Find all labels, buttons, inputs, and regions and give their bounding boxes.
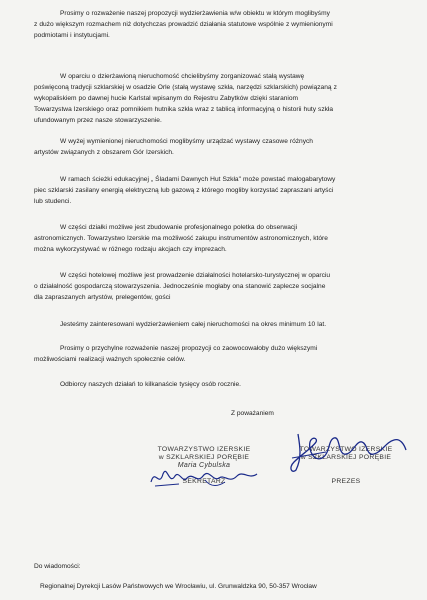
text-line: Jesteśmy zainteresowani wydzierżawieniem całej nieruchomości na okres minimum 10 lat. (60, 321, 327, 328)
closing-salutation: Z poważaniem (231, 410, 274, 417)
cc-recipient: Regionalnej Dyrekcji Lasów Państwowych we Wrocławiu, ul. Grunwaldzka 90, 50-357 Wrocław (40, 583, 317, 590)
paragraph-astronomy (34, 222, 390, 255)
paragraph-request (34, 343, 390, 365)
text-line: Odbiorcy naszych działań to kilkanaście tysięcy osób rocznie. (60, 381, 241, 388)
text-line: W ramach ścieżki edukacyjnej „ Śladami Dawnych Hut Szkła" może powstać małogabarytowy (60, 176, 336, 183)
text-line: W oparciu o dzierżawioną nieruchomość chcielibyśmy zorganizować stałą wystawę (60, 73, 305, 80)
text-line: W części hotelowej możliwe jest prowadzenie działalności hotelarsko-turystycznej w oparciu (60, 272, 331, 279)
text-line: podmiotami i instytucjami. (34, 32, 110, 39)
stamp-location-line: w SZKLARSKIEJ PORĘBIE (300, 453, 392, 461)
paragraph-lease-term (34, 319, 390, 330)
president-signature (282, 428, 412, 476)
paragraph-exhibition (34, 71, 390, 126)
text-line: ufundowanym przez nasze stowarzyszenie. (34, 117, 162, 124)
cc-label: Do wiadomości: (34, 563, 81, 570)
paragraph-glass-furnace (34, 174, 390, 207)
text-line: poświęconą tradycji szklarskiej w osadzie Orle (stałą wystawę szkła, narzędzi szklarskich) powiązaną z (34, 84, 337, 91)
text-line: o działalność gospodarczą stowarzyszenia. Jednocześnie mogłaby ona stanowić zaplecze socjalne (34, 283, 326, 290)
stamp-org-line: TOWARZYSTWO IZERSKIE (299, 446, 393, 453)
paragraph-hotel (34, 270, 390, 303)
stamp-org-line: TOWARZYSTWO IZERSKIE (157, 446, 251, 453)
secretary-signature (145, 462, 265, 492)
text-line: W wyżej wymienionej nieruchomości moglibyśmy urządzać wystawy czasowe różnych (60, 138, 313, 145)
stamp-name: Maria Cybulska (177, 462, 231, 469)
text-line: z dużo większym rozmachem niż dotychczas prowadzić działania statutowe wspólnie z wymienionymi (34, 21, 333, 28)
text-line: Towarzystwa Izerskiego oraz pomnikiem hutnika szkła wraz z tablicą informacyjną o historii huty szkła (34, 106, 334, 113)
text-line: możliwościami realizacji ważnych społecznie celów. (34, 356, 186, 363)
text-line: astronomicznych. Towarzystwo Izerskie ma możliwość zakupu instrumentów astronomicznych, które (34, 235, 328, 242)
text-line: W części działki możliwe jest zbudowanie profesjonalnego poletka do obserwacji (60, 224, 298, 231)
text-line: Prosimy o rozważenie naszej propozycji wydzierżawienia w/w obiektu w którym moglibyśmy (60, 10, 330, 17)
paragraph-temporary-exhibitions (34, 136, 390, 158)
text-line: artystów związanych z obszarem Gór Izerskich. (34, 149, 174, 156)
stamp-role: PREZES (331, 478, 361, 485)
text-line: dla zapraszanych artystów, prelegentów, gości (34, 294, 171, 301)
text-line: Prosimy o przychylne rozważenie naszej propozycji co zaowocowałoby dużo większymi (60, 345, 318, 352)
text-line: można wykorzystywać w różnego rodzaju akcjach czy imprezach. (34, 246, 227, 253)
text-line: piec szklarski zasilany energią elektryczną lub gazową z którego mogliby korzystać zapraszani artyści (34, 187, 334, 194)
paragraph-audience (34, 379, 390, 390)
stamp-role: SEKRETARZ (182, 478, 226, 485)
paragraph-proposal (34, 8, 390, 41)
text-line: lub studenci. (34, 198, 72, 205)
stamp-location-line: w SZKLARSKIEJ PORĘBIE (158, 453, 250, 461)
text-line: wykopaliskiem po dawnej hucie Karlstal wpisanym do Rejestru Zabytków dzięki staraniom (34, 95, 299, 102)
